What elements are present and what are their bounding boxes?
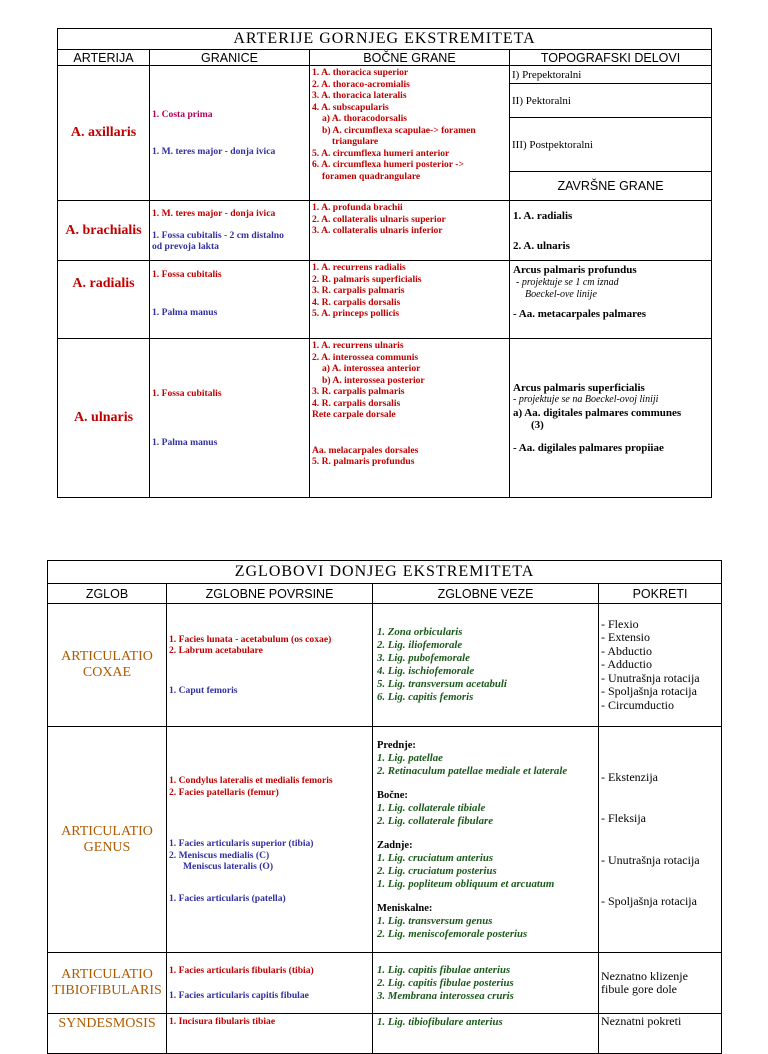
coxae-pokret: - Circumductio xyxy=(601,697,674,712)
genus-povrsine xyxy=(167,727,373,953)
coxae-pokret: - Flexio xyxy=(601,616,639,631)
genus-pokret: - Spoljašnja rotacija xyxy=(601,894,697,908)
header-zavrsne-grane: ZAVRŠNE GRANE xyxy=(510,172,712,201)
ulnaris-granica-2: 1. Palma manus xyxy=(152,437,218,448)
radialis-granica-1: 1. Fossa cubitalis xyxy=(152,269,222,280)
tibiofibularis-veze xyxy=(373,953,599,1014)
brachialis-grana: 1. A. profunda brachii xyxy=(312,202,403,213)
artery-axillaris: A. axillaris xyxy=(58,66,150,201)
radialis-zavrsne xyxy=(510,261,712,339)
coxae-veza: 3. Lig. pubofemorale xyxy=(377,652,470,664)
joint-tibiofibularis xyxy=(48,953,167,1014)
aa-digitales-propriae: - Aa. digilales palmares propiiae xyxy=(513,441,664,454)
coxae-veza: 2. Lig. iliofemorale xyxy=(377,639,463,651)
radialis-projekcija-2: Boeckel-ove linije xyxy=(525,289,597,300)
genus-pokret: - Fleksija xyxy=(601,811,646,825)
joint-coxae-name-2: COXAE xyxy=(82,665,132,680)
ulnaris-grana: 5. R. palmaris profundus xyxy=(312,456,415,467)
radialis-grana: 2. R. palmaris superficialis xyxy=(312,273,422,285)
header-topografski-delovi: TOPOGRAFSKI DELOVI xyxy=(510,50,712,66)
brachialis-zavrsne xyxy=(510,201,712,261)
radialis-granice xyxy=(150,261,310,339)
ulnaris-zavrsne xyxy=(510,339,712,498)
genus-veza: 2. Lig. meniscofemorale posterius xyxy=(377,927,528,940)
axillaris-grana: 3. A. thoracica lateralis xyxy=(312,90,407,101)
axillaris-grana: foramen quadrangulare xyxy=(322,170,421,182)
genus-veze-grupa: Bočne: xyxy=(377,789,408,801)
header-zglobne-povrsine: ZGLOBNE POVRSINE xyxy=(167,584,373,604)
genus-pokreti xyxy=(599,727,722,953)
genus-veze xyxy=(373,727,599,953)
brachialis-grana: 3. A. collateralis ulnaris inferior xyxy=(312,225,443,236)
genus-povrsina: 1. Facies articularis (patella) xyxy=(169,892,286,904)
ulnaris-projekcija: - projektuje se na Boeckel-ovoj liniji xyxy=(513,394,659,406)
genus-veza: 1. Lig. patellae xyxy=(377,751,443,764)
tibiofibularis-povrsina: 1. Facies articularis capitis fibulae xyxy=(169,990,309,1001)
tibiofibularis-veza: 1. Lig. capitis fibulae anterius xyxy=(377,963,511,976)
ulnaris-bocne-grane xyxy=(310,339,510,498)
axillaris-grana: 5. A. circumflexa humeri anterior xyxy=(312,147,450,159)
topo-pektoralni: II) Pektoralni xyxy=(510,84,712,118)
coxae-povrsina: 1. Facies lunata - acetabulum (os coxae) xyxy=(169,633,332,645)
header-pokreti: POKRETI xyxy=(599,584,722,604)
ulnaris-grana: a) A. interossea anterior xyxy=(322,363,421,374)
axillaris-granica-2: 1. M. teres major - donja ivica xyxy=(152,146,276,157)
brachialis-granica-1: 1. M. teres major - donja ivica xyxy=(152,208,276,220)
ulnaris-grana: 2. A. interossea communis xyxy=(312,351,419,363)
axillaris-bocne-grane xyxy=(310,66,510,201)
coxae-veza: 4. Lig. ischiofemorale xyxy=(377,665,475,677)
header-granice: GRANICE xyxy=(150,50,310,66)
radialis-grana: 4. R. carpalis dorsalis xyxy=(312,296,401,308)
genus-veza: 2. Retinaculum patellae mediale et laterale xyxy=(377,764,568,777)
joint-tibiofibularis-name-2: TIBIOFIBULARIS xyxy=(52,983,162,998)
brachialis-granica-2b: od prevoja lakta xyxy=(152,241,219,253)
syndesmosis-povrsina: 1. Incisura fibularis tibiae xyxy=(169,1016,276,1027)
coxae-povrsina: 1. Caput femoris xyxy=(169,684,238,696)
coxae-veza: 6. Lig. capitis femoris xyxy=(377,691,474,703)
axillaris-granice xyxy=(150,66,310,201)
ulnaris-grana: 4. R. carpalis dorsalis xyxy=(312,397,401,409)
joint-genus-name: ARTICULATIO xyxy=(61,823,153,839)
brachialis-granica-2: 1. Fossa cubitalis - 2 cm distalno xyxy=(152,229,284,241)
ulnaris-grana: Aa. melacarpales dorsales xyxy=(312,444,419,456)
coxae-pokret: - Adductio xyxy=(601,657,652,672)
tibiofibularis-pokret-2: fibule gore dole xyxy=(601,982,677,996)
joint-coxae-name: ARTICULATIO xyxy=(61,649,153,664)
syndesmosis-veze xyxy=(373,1014,599,1054)
genus-povrsina: 1. Condylus lateralis et medialis femoris xyxy=(169,775,333,786)
axillaris-grana: b) A. circumflexa scapulae-> foramen xyxy=(322,124,476,136)
radialis-granica-2: 1. Palma manus xyxy=(152,306,218,318)
genus-povrsina: Meniscus lateralis (O) xyxy=(183,861,274,872)
genus-pokret: - Unutrašnja rotacija xyxy=(601,852,700,867)
axillaris-granica-1: 1. Costa prima xyxy=(152,108,213,120)
syndesmosis-pokret: Neznatni pokreti xyxy=(601,1014,682,1028)
header-arterija: ARTERIJA xyxy=(58,50,150,66)
arcus-palmaris-superficialis: Arcus palmaris superficialis xyxy=(513,381,645,394)
artery-brachialis: A. brachialis xyxy=(58,201,150,261)
brachialis-bocne-grane xyxy=(310,201,510,261)
zavrsna-grana: 1. A. radialis xyxy=(513,209,573,222)
aa-digitales-communes: a) Aa. digitales palmares communes xyxy=(513,406,682,419)
joint-syndesmosis: SYNDESMOSIS xyxy=(48,1014,167,1054)
coxae-pokreti xyxy=(599,604,722,727)
ulnaris-grana: b) A. interossea posterior xyxy=(322,374,425,386)
coxae-pokret: - Unutrašnja rotacija xyxy=(601,670,700,685)
tibiofibularis-povrsine xyxy=(167,953,373,1014)
header-zglobne-veze: ZGLOBNE VEZE xyxy=(373,584,599,604)
genus-veza: 1. Lig. cruciatum anterius xyxy=(377,851,494,864)
coxae-povrsina: 2. Labrum acetabulare xyxy=(169,645,263,657)
coxae-veze xyxy=(373,604,599,727)
topo-prepektoralni: I) Prepektoralni xyxy=(510,66,712,84)
joint-tibiofibularis-name: ARTICULATIO xyxy=(61,967,153,982)
tibiofibularis-pokreti xyxy=(599,953,722,1014)
tibiofibularis-veza: 2. Lig. capitis fibulae posterius xyxy=(377,976,514,989)
ulnaris-grana: Rete carpale dorsale xyxy=(312,409,396,420)
coxae-pokret: - Abductio xyxy=(601,643,652,658)
brachialis-grana: 2. A. collateralis ulnaris superior xyxy=(312,213,446,225)
header-zglob: ZGLOB xyxy=(48,584,167,604)
zavrsna-grana: 2. A. ulnaris xyxy=(513,239,570,252)
coxae-veza: 5. Lig. transversum acetabuli xyxy=(377,678,507,690)
artery-ulnaris: A. ulnaris xyxy=(58,339,150,498)
axillaris-grana: 2. A. thoraco-acromialis xyxy=(312,78,410,90)
header-bocne-grane: BOČNE GRANE xyxy=(310,50,510,66)
arteries-table xyxy=(57,28,712,498)
radialis-projekcija: - projektuje se 1 cm iznad xyxy=(516,276,619,288)
joints-table xyxy=(47,560,722,1054)
artery-radialis: A. radialis xyxy=(58,261,150,339)
genus-veze-grupa: Meniskalne: xyxy=(377,902,433,914)
radialis-grana: 5. A. princeps pollicis xyxy=(312,308,400,319)
genus-povrsina: 2. Meniscus medialis (C) xyxy=(169,849,270,861)
joint-genus-name-2: GENUS xyxy=(83,839,131,855)
axillaris-grana: triangulare xyxy=(332,136,379,147)
syndesmosis-povrsine xyxy=(167,1014,373,1054)
genus-veze-grupa: Zadnje: xyxy=(377,839,413,851)
aa-metacarpales-palmares: - Aa. metacarpales palmares xyxy=(513,307,646,320)
genus-veze-grupa: Prednje: xyxy=(377,739,416,751)
joint-genus xyxy=(48,727,167,953)
genus-pokret: - Ekstenzija xyxy=(601,769,658,784)
joint-coxae xyxy=(48,604,167,727)
coxae-pokret: - Spoljašnja rotacija xyxy=(601,684,697,699)
syndesmosis-pokreti xyxy=(599,1014,722,1054)
topo-postpektoralni: III) Postpektoralni xyxy=(510,118,712,172)
genus-veza: 1. Lig. popliteum obliquum et arcuatum xyxy=(377,877,555,890)
genus-veza: 2. Lig. cruciatum posterius xyxy=(377,864,497,877)
genus-povrsina: 1. Facies articularis superior (tibia) xyxy=(169,838,314,849)
arcus-palmaris-profundus: Arcus palmaris profundus xyxy=(513,264,637,276)
syndesmosis-veza: 1. Lig. tibiofibulare anterius xyxy=(377,1016,503,1028)
radialis-grana: 1. A. recurrens radialis xyxy=(312,262,406,273)
radialis-bocne-grane xyxy=(310,261,510,339)
genus-veza: 1. Lig. transversum genus xyxy=(377,914,493,927)
radialis-grana: 3. R. carpalis palmaris xyxy=(312,285,405,296)
axillaris-grana: a) A. thoracodorsalis xyxy=(322,113,408,124)
axillaris-grana: 4. A. subscapularis xyxy=(312,101,389,113)
coxae-pokret: - Extensio xyxy=(601,630,650,645)
coxae-povrsine xyxy=(167,604,373,727)
tibiofibularis-pokret: Neznatno klizenje xyxy=(601,968,688,983)
joints-table-title: ZGLOBOVI DONJEG EKSTREMITETA xyxy=(48,561,722,584)
coxae-veza: 1. Zona orbicularis xyxy=(377,626,463,638)
arteries-table-title: ARTERIJE GORNJEG EKSTREMITETA xyxy=(58,29,712,50)
ulnaris-grana: 1. A. recurrens ulnaris xyxy=(312,340,404,351)
tibiofibularis-veza: 3. Membrana interossea cruris xyxy=(377,989,514,1002)
brachialis-granice xyxy=(150,201,310,261)
ulnaris-granica-1: 1. Fossa cubitalis xyxy=(152,387,222,399)
ulnaris-grana: 3. R. carpalis palmaris xyxy=(312,386,405,397)
ulnaris-granice xyxy=(150,339,310,498)
genus-veza: 1. Lig. collaterale tibiale xyxy=(377,801,486,814)
aa-digitales-count: (3) xyxy=(531,419,544,432)
tibiofibularis-povrsina: 1. Facies articularis fibularis (tibia) xyxy=(169,964,314,976)
axillaris-grana: 1. A. thoracica superior xyxy=(312,67,409,78)
genus-veza: 2. Lig. collaterale fibulare xyxy=(377,814,494,827)
genus-povrsina: 2. Facies patellaris (femur) xyxy=(169,786,279,798)
axillaris-grana: 6. A. circumflexa humeri posterior -> xyxy=(312,159,464,170)
